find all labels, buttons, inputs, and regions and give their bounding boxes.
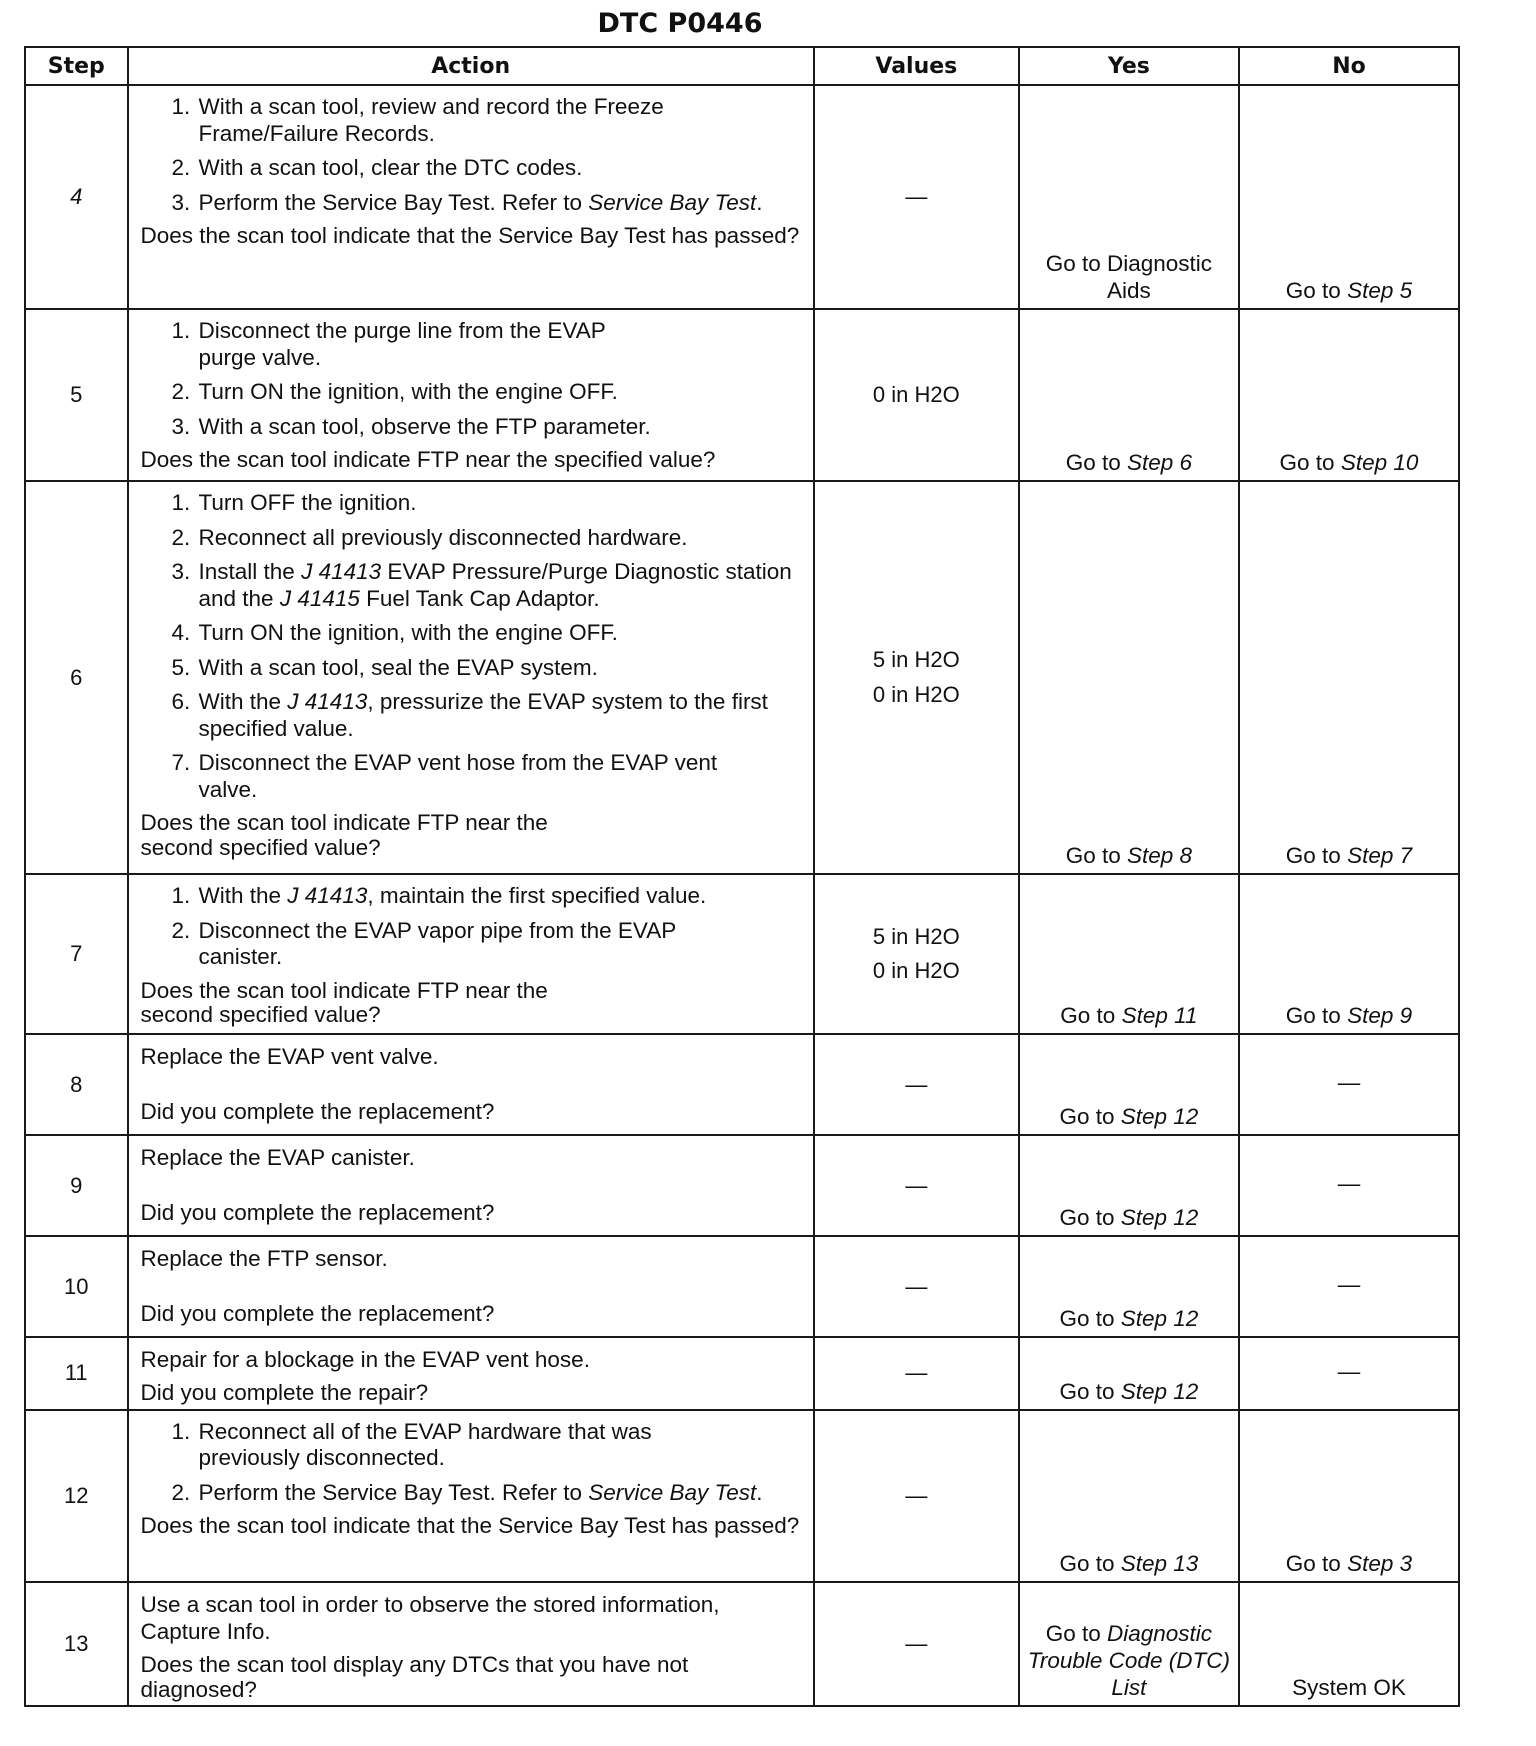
step-number: 13	[25, 1582, 128, 1707]
value: —	[905, 1360, 928, 1386]
action-text: Repair for a blockage in the EVAP vent hose.	[140, 1347, 590, 1372]
action-item: 7. Disconnect the EVAP vent hose from the EVAP vent valve.	[197, 750, 805, 803]
no-cell: —	[1239, 1236, 1459, 1337]
action-cell	[128, 1410, 814, 1582]
action-cell	[128, 1034, 814, 1135]
action-item: 2. With a scan tool, clear the DTC codes.	[197, 155, 805, 182]
yes-cell: Go to Diagnostic Trouble Code (DTC) List	[1019, 1582, 1239, 1707]
table-row	[25, 481, 1459, 874]
action-steps	[141, 318, 805, 440]
values-cell	[814, 309, 1019, 481]
no-cell: —	[1239, 1135, 1459, 1236]
action-item: 2. Reconnect all previously disconnected hardware.	[197, 525, 805, 552]
action-text: Use a scan tool in order to observe the stored information, Capture Info.	[140, 1591, 720, 1644]
action-steps	[141, 94, 805, 216]
step-number: 7	[25, 874, 128, 1034]
action-cell	[128, 481, 814, 874]
page-title: DTC P0446	[597, 8, 763, 39]
header-yes: Yes	[1019, 47, 1239, 85]
action-cell	[128, 1135, 814, 1236]
table-row	[25, 1337, 1459, 1410]
action-question: Did you complete the replacement?	[140, 1099, 495, 1124]
step-number: 4	[25, 85, 128, 309]
action-question: Did you complete the replacement?	[140, 1200, 495, 1225]
action-item: 1. Disconnect the purge line from the EVAP purge valve.	[197, 318, 805, 371]
step-number: 9	[25, 1135, 128, 1236]
values-cell	[814, 1034, 1019, 1135]
table-row	[25, 1410, 1459, 1582]
action-item: 3. Install the J 41413 EVAP Pressure/Purge Diagnostic station and the J 41415 Fuel Tank Cap Adaptor.	[197, 559, 805, 612]
yes-cell: Go to Step 11	[1019, 874, 1239, 1034]
yes-cell: Go to Step 12	[1019, 1236, 1239, 1337]
action-cell	[128, 1582, 814, 1707]
action-text: Replace the FTP sensor.	[140, 1246, 388, 1271]
table-row	[25, 85, 1459, 309]
no-cell: Go to Step 7	[1239, 481, 1459, 874]
action-question: Does the scan tool indicate that the Service Bay Test has passed?	[140, 223, 800, 249]
action-question: Does the scan tool indicate FTP near the specified value?	[140, 447, 716, 473]
yes-cell: Go to Step 12	[1019, 1337, 1239, 1410]
action-cell	[128, 874, 814, 1034]
no-cell: —	[1239, 1034, 1459, 1135]
yes-cell: Go to Step 12	[1019, 1135, 1239, 1236]
yes-cell	[1019, 85, 1239, 309]
table-row	[25, 1236, 1459, 1337]
action-question: Does the scan tool indicate FTP near the second specified value?	[140, 977, 548, 1028]
action-question: Does the scan tool indicate FTP near the second specified value?	[140, 810, 548, 861]
value: 0 in H2O	[872, 382, 960, 407]
action-question: Did you complete the repair?	[140, 1380, 429, 1405]
header-action: Action	[128, 47, 814, 85]
action-cell	[128, 309, 814, 481]
action-item: 2. Perform the Service Bay Test. Refer to Service Bay Test.	[197, 1480, 805, 1507]
no-cell: System OK	[1239, 1582, 1459, 1707]
action-item: 2. Turn ON the ignition, with the engine OFF.	[197, 379, 805, 406]
action-question: Does the scan tool indicate that the Service Bay Test has passed?	[140, 1513, 800, 1539]
values-cell	[814, 1236, 1019, 1337]
action-item: 1. With a scan tool, review and record the Freeze Frame/Failure Records.	[197, 94, 805, 147]
values-cell	[814, 481, 1019, 874]
value: —	[905, 1071, 928, 1097]
no-cell: Go to Step 3	[1239, 1410, 1459, 1582]
action-cell	[128, 1236, 814, 1337]
value: 0 in H2O	[872, 681, 960, 707]
action-question: Did you complete the replacement?	[140, 1301, 495, 1326]
no-cell: Go to Step 5	[1239, 85, 1459, 309]
action-steps	[141, 883, 805, 971]
action-steps	[141, 1419, 805, 1507]
action-item: 1. With the J 41413, maintain the first specified value.	[197, 883, 805, 910]
value: —	[905, 184, 928, 209]
no-cell: Go to Step 10	[1239, 309, 1459, 481]
action-item: 1. Turn OFF the ignition.	[197, 490, 805, 517]
no-cell: —	[1239, 1337, 1459, 1410]
values-cell	[814, 1410, 1019, 1582]
step-number: 11	[25, 1337, 128, 1410]
table-row	[25, 1582, 1459, 1707]
values-cell	[814, 85, 1019, 309]
action-text: Replace the EVAP vent valve.	[140, 1044, 439, 1069]
diagnostic-table	[24, 46, 1460, 1707]
action-steps	[141, 490, 805, 803]
action-cell	[128, 1337, 814, 1410]
values-cell	[814, 1135, 1019, 1236]
yes-cell: Go to Step 12	[1019, 1034, 1239, 1135]
action-item: 5. With a scan tool, seal the EVAP system.	[197, 655, 805, 682]
yes-target: Go to Diagnostic Aids	[1045, 251, 1213, 303]
action-question: Does the scan tool display any DTCs that you have not diagnosed?	[140, 1651, 689, 1702]
header-row	[25, 47, 1459, 85]
step-number: 8	[25, 1034, 128, 1135]
values-cell	[814, 1337, 1019, 1410]
table-row	[25, 1135, 1459, 1236]
header-step: Step	[25, 47, 128, 85]
value: 5 in H2O	[872, 923, 960, 949]
values-cell	[814, 874, 1019, 1034]
step-number: 12	[25, 1410, 128, 1582]
action-item: 1. Reconnect all of the EVAP hardware that was previously disconnected.	[197, 1419, 805, 1472]
step-number: 5	[25, 309, 128, 481]
value: 5 in H2O	[872, 647, 960, 673]
step-number: 6	[25, 481, 128, 874]
action-item: 3. Perform the Service Bay Test. Refer to Service Bay Test.	[197, 190, 805, 217]
action-item: 2. Disconnect the EVAP vapor pipe from the EVAP canister.	[197, 918, 805, 971]
header-values: Values	[814, 47, 1019, 85]
action-cell	[128, 85, 814, 309]
value: —	[905, 1631, 928, 1656]
value: —	[905, 1482, 928, 1508]
yes-cell: Go to Step 6	[1019, 309, 1239, 481]
step-number: 10	[25, 1236, 128, 1337]
action-item: 4. Turn ON the ignition, with the engine OFF.	[197, 620, 805, 647]
yes-cell: Go to Step 13	[1019, 1410, 1239, 1582]
action-text: Replace the EVAP canister.	[140, 1145, 415, 1170]
action-item: 3. With a scan tool, observe the FTP parameter.	[197, 414, 805, 441]
action-item: 6. With the J 41413, pressurize the EVAP system to the first specified value.	[197, 689, 805, 742]
values-cell	[814, 1582, 1019, 1707]
table-row	[25, 874, 1459, 1034]
value: 0 in H2O	[872, 958, 960, 983]
header-no: No	[1239, 47, 1459, 85]
table-row	[25, 309, 1459, 481]
value: —	[905, 1172, 928, 1198]
yes-cell: Go to Step 8	[1019, 481, 1239, 874]
value: —	[905, 1273, 928, 1299]
table-row	[25, 1034, 1459, 1135]
no-cell: Go to Step 9	[1239, 874, 1459, 1034]
